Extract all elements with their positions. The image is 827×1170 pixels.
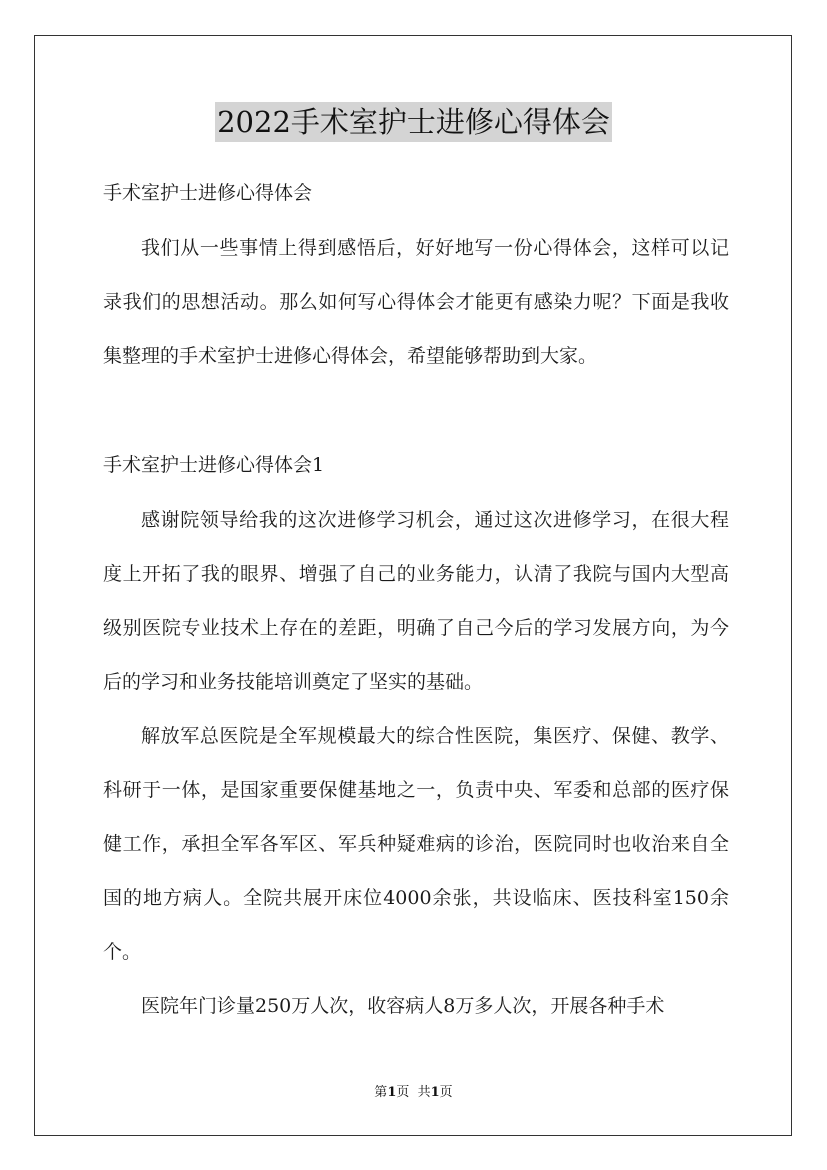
footer-page-number: 1: [387, 1085, 397, 1100]
section1-body: [103, 493, 729, 1033]
footer-page-total: 1: [430, 1085, 440, 1100]
document-title: 2022手术室护士进修心得体会: [215, 102, 612, 142]
title-container: [0, 102, 827, 142]
footer-page-prefix: 第: [374, 1085, 388, 1100]
document-subtitle: 手术室护士进修心得体会: [103, 182, 313, 204]
body-paragraph: 感谢院领导给我的这次进修学习机会，通过这次进修学习，在很大程度上开拓了我的眼界、增强了自己的业务能力，认清了我院与国内大型高级别医院专业技术上存在的差距，明确了自己今后的学习发展方向，为今后的学习和业务技能培训奠定了坚实的基础。: [103, 509, 729, 693]
footer-page-middle: 页 共: [396, 1085, 431, 1100]
page-footer: [0, 1084, 827, 1102]
intro-paragraph: 我们从一些事情上得到感悟后，好好地写一份心得体会，这样可以记录我们的思想活动。那么如何写心得体会才能更有感染力呢？下面是我收集整理的手术室护士进修心得体会，希望能够帮助到大家。: [103, 237, 729, 367]
intro-block: [103, 221, 729, 383]
section1-heading: 手术室护士进修心得体会1: [103, 454, 325, 476]
body-paragraph: 解放军总医院是全军规模最大的综合性医院，集医疗、保健、教学、科研于一体，是国家重要保健基地之一，负责中央、军委和总部的医疗保健工作，承担全军各军区、军兵种疑难病的诊治，医院同时也收治来自全国的地方病人。全院共展开床位4000余张，共设临床、医技科室150余个。: [103, 725, 729, 963]
body-paragraph: 医院年门诊量250万人次，收容病人8万多人次，开展各种手术: [141, 995, 665, 1017]
footer-page-suffix: 页: [439, 1085, 453, 1100]
